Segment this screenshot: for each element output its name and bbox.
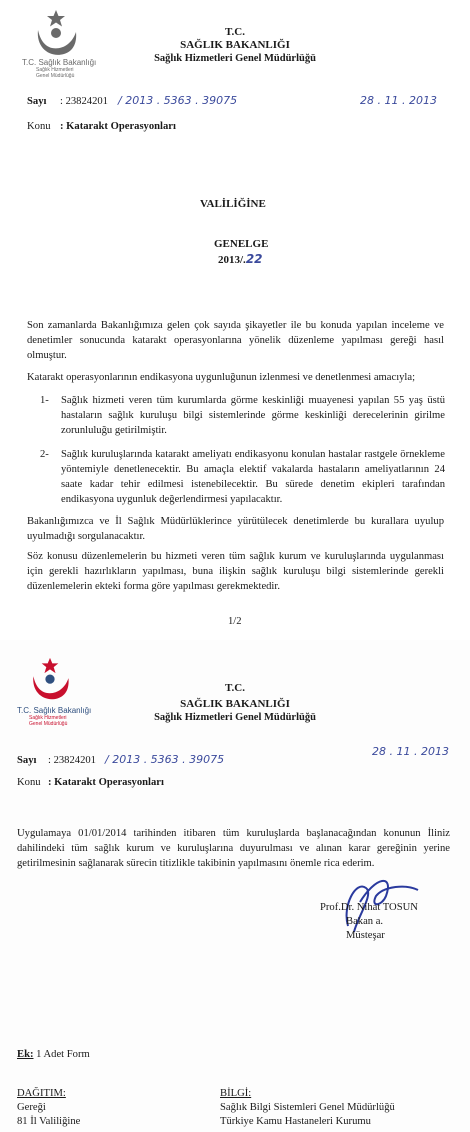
- distribution-label: DAĞITIM:: [17, 1088, 66, 1099]
- header-ministry: SAĞLIK BAKANLIĞI: [180, 698, 290, 710]
- header-directorate: Sağlık Hizmetleri Genel Müdürlüğü: [154, 53, 316, 64]
- sayi-handwritten: / 2013 . 5363 . 39075: [118, 94, 238, 107]
- paragraph-4: Söz konusu düzenlemelerin bu hizmeti veren tüm sağlık kurum ve kuruluşlarında uygulanması için gerekli hazırlıkların yapılması, buna ilişkin sağlık kuruluşu bilgi sistemlerinde gerekli düzenlemelerin ekteki forma göre yapılması gerekmektedir.: [27, 551, 444, 592]
- info-line-1: Sağlık Bilgi Sistemleri Genel Müdürlüğü: [220, 1102, 395, 1113]
- paragraph-1: Uygulamaya 01/01/2014 tarihinden itibaren tüm kuruluşlarda başlanacağından konunun İliniz dahilindeki tüm sağlık kurum ve kuruluşlarına duyurulması ve alınan karar gereğinin yerine getirilmesinin sağlanarak sürecin titizlikle takibinin yapılmasını önemle rica ederim.: [17, 828, 450, 869]
- konu-label: Konu: [17, 777, 41, 788]
- logo-name: T.C. Sağlık Bakanlığı: [17, 706, 92, 715]
- recipient: VALİLİĞİNE: [200, 198, 266, 210]
- sayi-value: : 23824201: [48, 755, 96, 766]
- paragraph-1: Son zamanlarda Bakanlığımıza gelen çok sayıda şikayetler ile bu konuda yapılan inceleme ve denetimler sonucunda katarakt operasyonlarına yönelik düzenleme yapılması gereği hasıl olmuştur.: [27, 320, 444, 361]
- konu-value: : Katarakt Operasyonları: [48, 777, 164, 788]
- attachment-label: Ek:: [17, 1049, 34, 1060]
- header-tc: T.C.: [225, 682, 245, 694]
- attachment-line: [17, 1049, 90, 1060]
- header-tc: T.C.: [225, 26, 245, 38]
- genelge-number: [218, 252, 263, 266]
- paragraph-2: Katarakt operasyonlarının endikasyona uygunluğunun izlenmesi ve denetlenmesi amacıyla;: [27, 372, 416, 383]
- sayi-handwritten: / 2013 . 5363 . 39075: [105, 753, 225, 766]
- list-item-1-text: Sağlık hizmeti veren tüm kurumlarda görme keskinliği muayenesi yapılan 55 yaş üstü hastaların sağlık kuruluşu bilgi sistemlerinde görme keskinliği derecelerinin girilme zorunluluğu getirilmiştir.: [61, 395, 445, 436]
- signatory-title-2: Müsteşar: [346, 930, 385, 941]
- header-directorate: Sağlık Hizmetleri Genel Müdürlüğü: [154, 712, 316, 723]
- date-handwritten: 28 . 11 . 2013: [372, 745, 449, 758]
- konu-label: Konu: [27, 121, 51, 132]
- logo-subtitle-1: Sağlık Hizmetleri: [29, 715, 67, 721]
- ministry-logo-red: [26, 656, 74, 704]
- ministry-logo-gray: [30, 8, 82, 60]
- list-item-2-text: Sağlık kuruluşlarında katarakt ameliyatı endikasyonu konulan hastalar rastgele örnekleme yöntemiyle denetlenecektir. Bu amaçla elektif vakalarda hastaların ameliyatlarının 24 saate kadar tehir edilmesi istenebilecektir. Bu sürede denetim ekipleri tarafından endikasyona uygunluk değerlendirmesi yapılacaktır.: [61, 449, 445, 505]
- ministry-emblem-icon: [30, 8, 82, 60]
- genelge-number-handwritten: 22: [245, 252, 263, 266]
- logo-subtitle-1: Sağlık Hizmetleri: [36, 67, 74, 73]
- header-ministry: SAĞLIK BAKANLIĞI: [180, 39, 290, 51]
- sayi-value: : 23824201: [60, 96, 108, 107]
- distribution-line-1: Gereği: [17, 1102, 46, 1113]
- genelge-title: GENELGE: [214, 238, 269, 250]
- list-item-1: [40, 393, 445, 441]
- logo-subtitle-2: Genel Müdürlüğü: [29, 721, 68, 727]
- date-handwritten: 28 . 11 . 2013: [360, 94, 437, 107]
- sayi-label: Sayı: [27, 96, 47, 107]
- attachment-value: 1 Adet Form: [33, 1049, 90, 1060]
- ministry-emblem-icon: [26, 656, 74, 704]
- sayi-label: Sayı: [17, 755, 37, 766]
- info-line-2: Türkiye Kamu Hastaneleri Kurumu: [220, 1116, 371, 1127]
- distribution-line-2: 81 İl Valiliğine: [17, 1116, 81, 1127]
- genelge-number-printed: 2013/.: [218, 254, 246, 266]
- list-item-2-number: 2-: [40, 449, 49, 460]
- list-item-2: [40, 447, 445, 509]
- logo-subtitle-2: Genel Müdürlüğü: [36, 73, 75, 79]
- logo-name: T.C. Sağlık Bakanlığı: [22, 58, 97, 67]
- document-page-2: [0, 640, 470, 1132]
- signatory-name: Prof.Dr. Nihat TOSUN: [320, 902, 418, 913]
- signatory-title-1: Bakan a.: [346, 916, 384, 927]
- konu-value: : Katarakt Operasyonları: [60, 121, 176, 132]
- info-label: BİLGİ:: [220, 1088, 252, 1099]
- paragraph-3: Bakanlığımızca ve İl Sağlık Müdürlüklerince yürütülecek denetimlerde bu kurallara uyulup uyulmadığı sorgulanacaktır.: [27, 516, 444, 542]
- list-item-1-number: 1-: [40, 395, 49, 406]
- page-number: 1/2: [228, 616, 242, 627]
